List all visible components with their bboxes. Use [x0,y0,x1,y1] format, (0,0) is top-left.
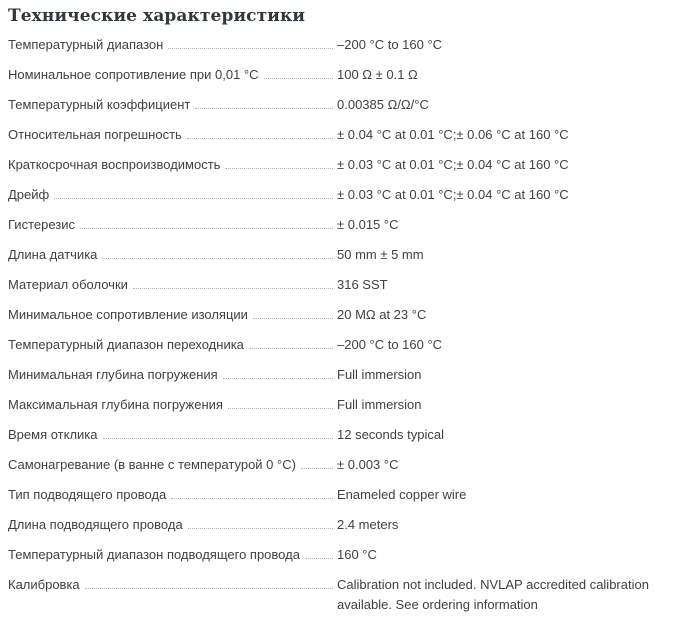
dotted-leader [54,198,333,199]
spec-label: Краткосрочная воспроизводимость [8,157,221,172]
spec-row [8,35,689,55]
spec-row [8,485,689,505]
dotted-leader [171,498,333,499]
spec-row-left [8,125,337,145]
spec-row-left [8,485,337,505]
spec-value: –200 °C to 160 °C [337,337,443,352]
spec-label: Минимальное сопротивление изоляции [8,307,248,322]
dotted-leader [102,258,333,259]
spec-row-left [8,275,337,295]
spec-row [8,125,689,145]
dotted-leader [249,348,333,349]
spec-label: Температурный коэффициент [8,97,191,112]
spec-row [8,455,689,475]
dotted-leader [253,318,333,319]
spec-row-left [8,35,337,55]
dotted-leader [225,168,333,169]
spec-label: Максимальная глубина погружения [8,397,223,412]
spec-value: ± 0.003 °C [337,457,399,472]
dotted-leader [80,228,333,229]
spec-label: Температурный диапазон [8,37,164,52]
spec-table [8,35,689,615]
spec-row-left [8,305,337,325]
spec-row-left [8,425,337,445]
spec-row [8,425,689,445]
spec-value: 12 seconds typical [337,427,444,442]
spec-label: Дрейф [8,187,50,202]
spec-row [8,275,689,295]
spec-row [8,155,689,175]
dotted-leader [301,468,333,469]
spec-value: 160 °C [337,547,377,562]
spec-value: 100 Ω ± 0.1 Ω [337,67,418,82]
spec-row-left [8,365,337,385]
dotted-leader [168,48,333,49]
dotted-leader [223,378,333,379]
spec-row-left [8,455,337,475]
spec-label: Температурный диапазон подводящего провода [8,547,300,562]
spec-row [8,545,689,565]
spec-label: Длина подводящего провода [8,517,183,532]
spec-row [8,245,689,265]
dotted-leader [264,78,334,79]
spec-row [8,395,689,415]
spec-label: Материал оболочки [8,277,128,292]
spec-row-left [8,395,337,415]
spec-label: Тип подводящего провода [8,487,167,502]
spec-row-left [8,215,337,235]
spec-value: 0.00385 Ω/Ω/°C [337,97,429,112]
spec-row-left [8,545,337,565]
spec-value: 50 mm ± 5 mm [337,247,424,262]
spec-label: Минимальная глубина погружения [8,367,218,382]
spec-value: –200 °C to 160 °C [337,37,443,52]
spec-value: 316 SST [337,277,388,292]
dotted-leader [187,138,333,139]
spec-value: Full immersion [337,367,422,382]
spec-value: Full immersion [337,397,422,412]
dotted-leader [228,408,333,409]
spec-label: Гистерезис [8,217,76,232]
spec-value: 20 MΩ at 23 °C [337,307,427,322]
spec-value: ± 0.04 °C at 0.01 °C;± 0.06 °C at 160 °C [337,127,569,142]
spec-value: Enameled copper wire [337,487,467,502]
spec-value: ± 0.03 °C at 0.01 °C;± 0.04 °C at 160 °C [337,187,569,202]
spec-row-left [8,335,337,355]
dotted-leader [195,108,333,109]
spec-row [8,95,689,115]
spec-label: Калибровка [8,577,80,592]
spec-row-left [8,245,337,265]
spec-label: Длина датчика [8,247,98,262]
spec-row [8,305,689,325]
spec-row-left [8,155,337,175]
spec-row [8,365,689,385]
dotted-leader [188,528,333,529]
spec-row [8,215,689,235]
spec-label: Номинальное сопротивление при 0,01 °C [8,67,259,82]
spec-label: Относительная погрешность [8,127,182,142]
spec-row-left [8,65,337,85]
spec-label: Самонагревание (в ванне с температурой 0 °C) [8,457,296,472]
spec-value: ± 0.03 °C at 0.01 °C;± 0.04 °C at 160 °C [337,157,569,172]
page-title: Технические характеристики [8,6,306,26]
spec-label: Температурный диапазон переходника [8,337,244,352]
dotted-leader [305,558,333,559]
spec-row [8,185,689,205]
spec-row [8,575,689,615]
spec-row-left [8,185,337,205]
spec-row [8,65,689,85]
dotted-leader [103,438,333,439]
spec-value: Calibration not included. NVLAP accredited calibration available. See ordering information [337,577,649,612]
dotted-leader [133,288,333,289]
spec-value: 2.4 meters [337,517,399,532]
spec-label: Время отклика [8,427,98,442]
spec-row [8,515,689,535]
spec-row-left [8,575,337,595]
dotted-leader [85,588,333,589]
spec-row [8,335,689,355]
spec-row-left [8,515,337,535]
spec-row-left [8,95,337,115]
spec-value: ± 0.015 °C [337,217,399,232]
